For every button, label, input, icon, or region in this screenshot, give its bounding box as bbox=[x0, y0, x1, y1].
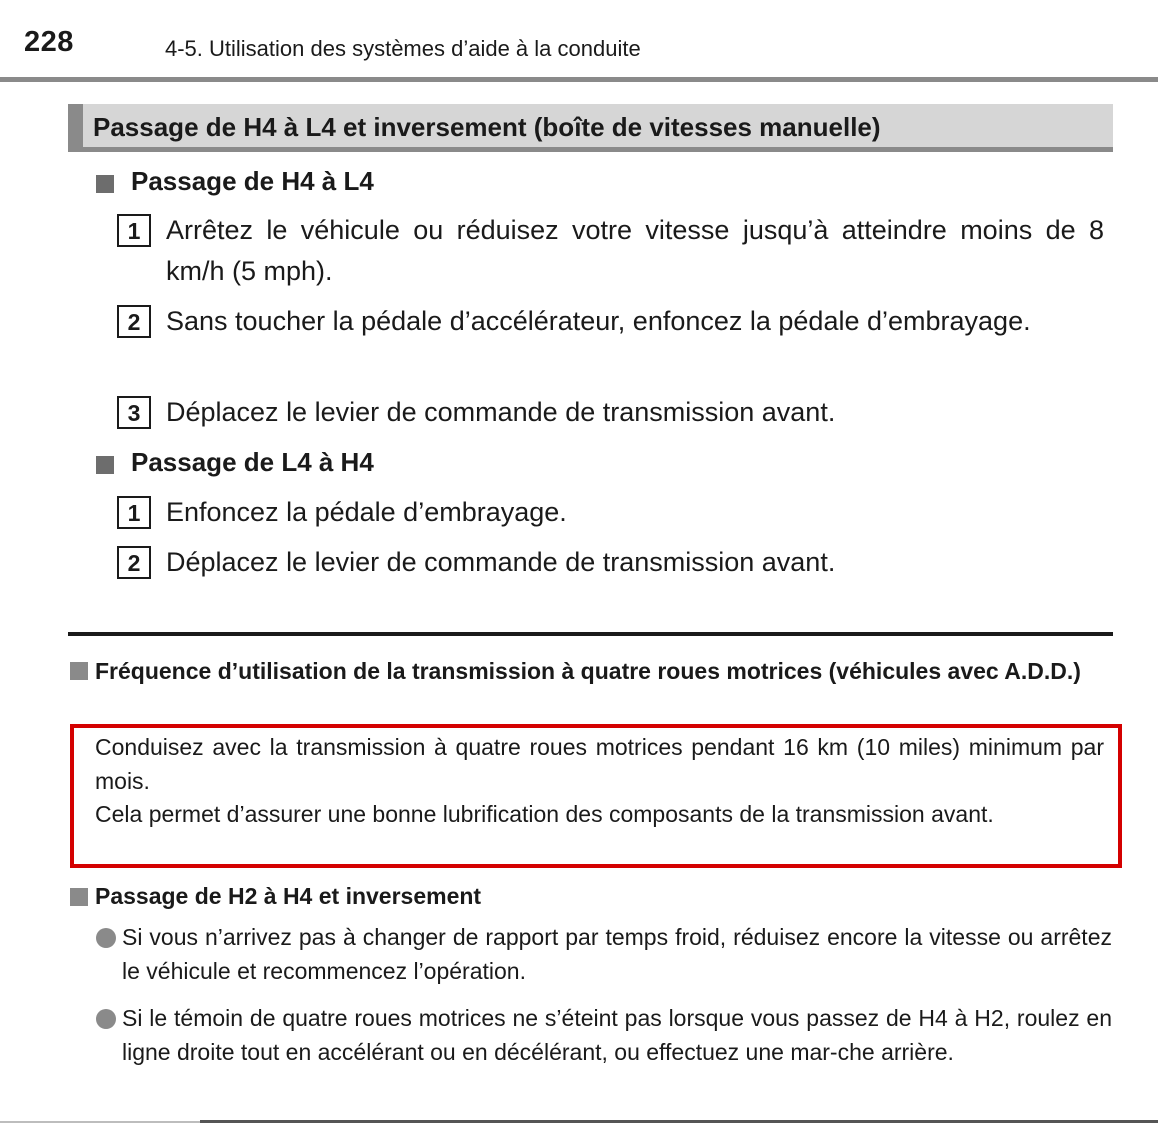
footer-rule bbox=[200, 1120, 1158, 1123]
step-number-box: 2 bbox=[117, 305, 151, 338]
note-paragraph: Cela permet d’assurer une bonne lubrification des composants de la transmission avant. bbox=[95, 801, 994, 827]
round-bullet-icon bbox=[96, 928, 116, 948]
subheading-l4-to-h4: Passage de L4 à H4 bbox=[131, 447, 374, 477]
round-bullet-icon bbox=[96, 1009, 116, 1029]
note-heading-h2-h4: Passage de H2 à H4 et inversement bbox=[95, 883, 482, 909]
step-number-box: 1 bbox=[117, 496, 151, 529]
note-heading-frequency: Fréquence d’utilisation de la transmission à quatre roues motrices (véhicules avec A.D.D.) bbox=[95, 658, 1081, 684]
step-text: Enfoncez la pédale d’embrayage. bbox=[166, 497, 567, 527]
page-number: 228 bbox=[24, 26, 74, 58]
step-number-box: 1 bbox=[117, 214, 151, 247]
section-title: Passage de H4 à L4 et inversement (boîte de vitesses manuelle) bbox=[93, 112, 881, 142]
square-bullet-icon bbox=[96, 456, 114, 474]
step-text: Déplacez le levier de commande de transmission avant. bbox=[166, 397, 836, 427]
square-bullet-icon bbox=[70, 662, 88, 680]
note-paragraph: Conduisez avec la transmission à quatre roues motrices pendant 16 km (10 miles) minimum par mois. bbox=[95, 734, 1104, 794]
step-number-box: 3 bbox=[117, 396, 151, 429]
square-bullet-icon bbox=[96, 175, 114, 193]
footer-rule-left bbox=[0, 1121, 200, 1123]
bullet-text: Si le témoin de quatre roues motrices ne s’éteint pas lorsque vous passez de H4 à H2, roulez en ligne droite tout en accélérant ou en décélérant, ou effectuez une mar-che arrière. bbox=[122, 1005, 1112, 1065]
step-text: Déplacez le levier de commande de transmission avant. bbox=[166, 547, 836, 577]
notes-divider bbox=[68, 632, 1113, 636]
subheading-h4-to-l4: Passage de H4 à L4 bbox=[131, 166, 374, 196]
running-head: 4-5. Utilisation des systèmes d’aide à la conduite bbox=[165, 36, 641, 61]
step-number-box: 2 bbox=[117, 546, 151, 579]
section-title-bar-accent bbox=[68, 104, 83, 152]
step-text: Sans toucher la pédale d’accélérateur, enfoncez la pédale d’embrayage. bbox=[166, 306, 1031, 336]
section-title-bar-underline bbox=[68, 147, 1113, 152]
bullet-text: Si vous n’arrivez pas à changer de rapport par temps froid, réduisez encore la vitesse ou arrêtez le véhicule et recommencez l’opération. bbox=[122, 924, 1112, 984]
header-rule bbox=[0, 77, 1158, 82]
square-bullet-icon bbox=[70, 888, 88, 906]
step-text: Arrêtez le véhicule ou réduisez votre vitesse jusqu’à atteindre moins de 8 km/h (5 mph). bbox=[166, 215, 1104, 286]
